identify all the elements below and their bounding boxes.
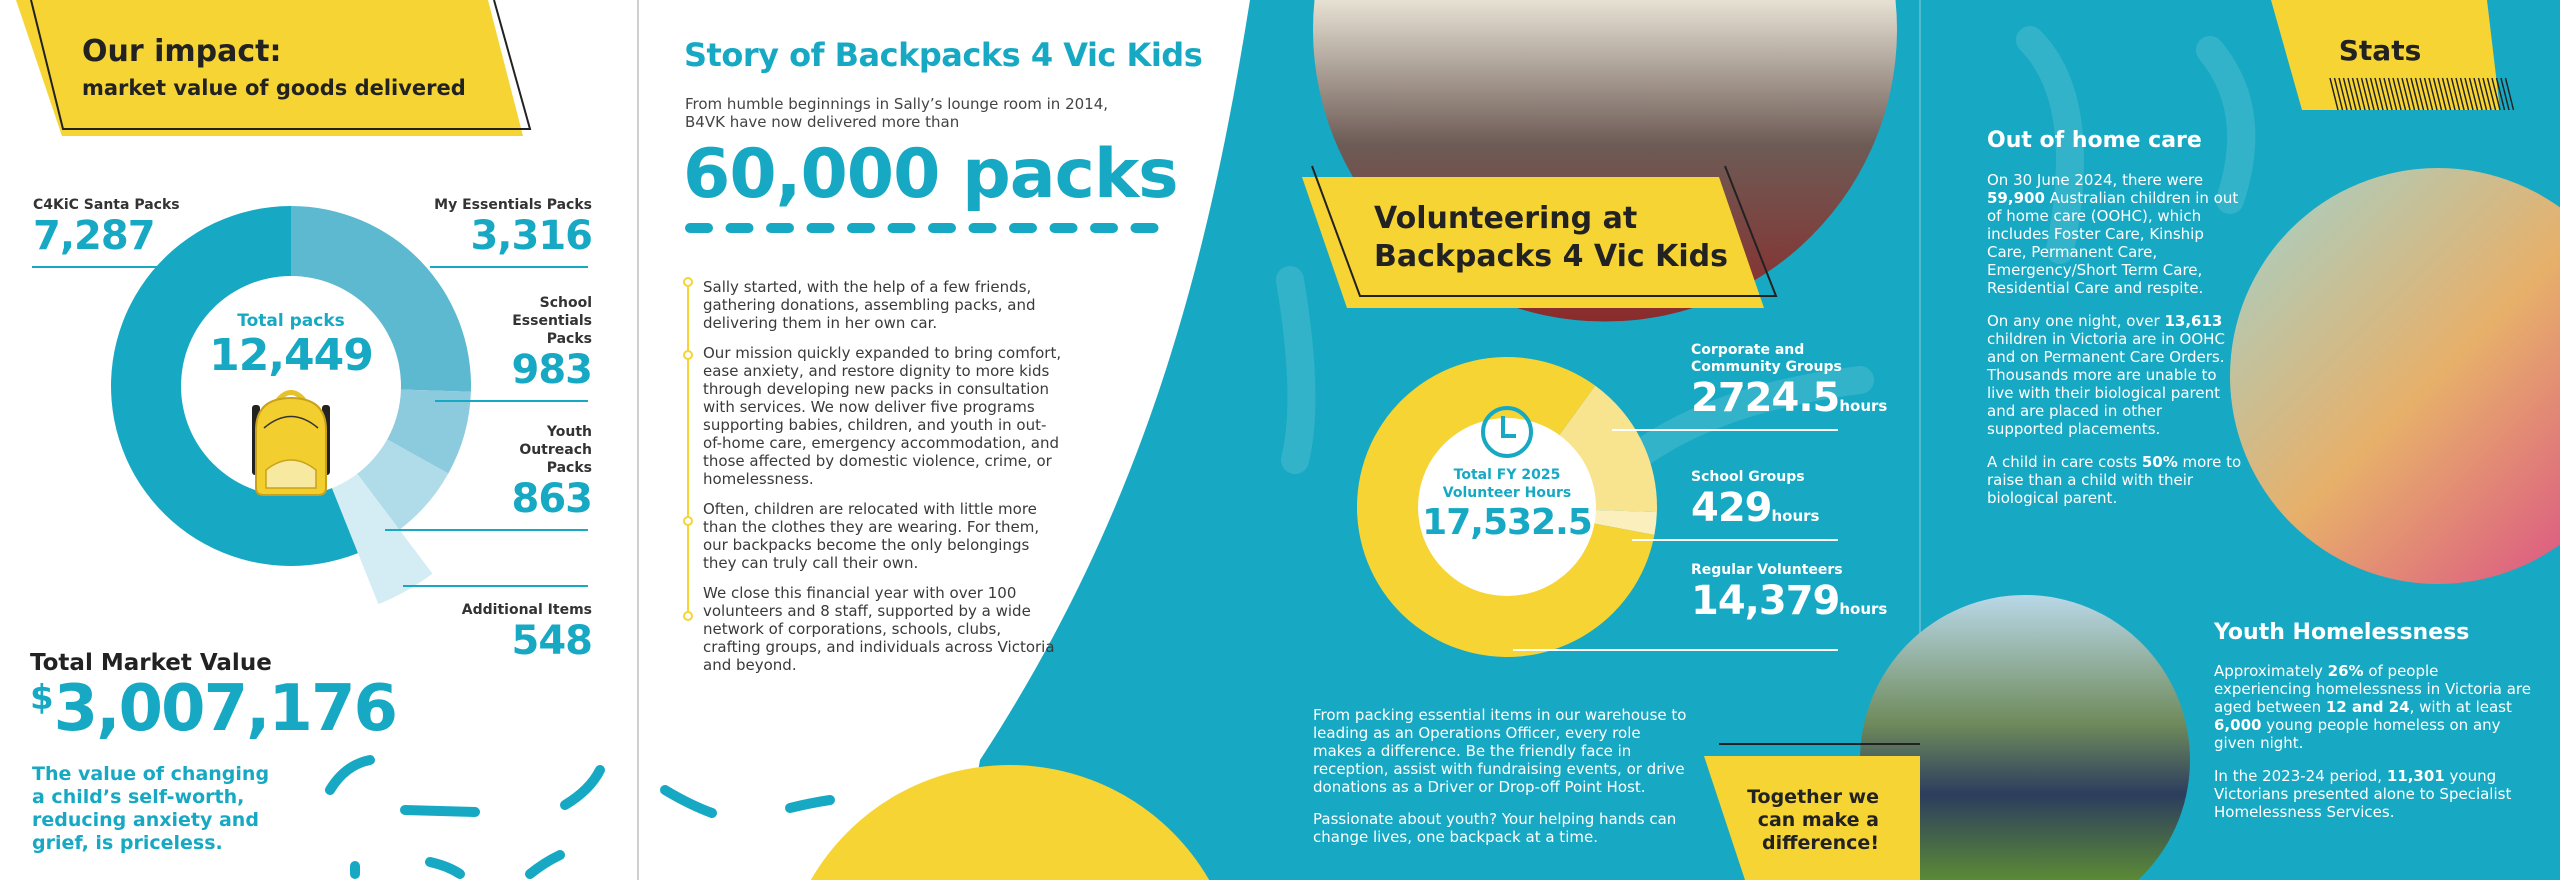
category-value: 548 (511, 618, 592, 664)
text-segment: young people homeless on any given night. (2214, 716, 2501, 752)
category-school-essentials (512, 294, 593, 392)
ohc-heading: Out of home care (1987, 128, 2202, 153)
highlight-figure: 13,613 (2164, 312, 2223, 330)
timeline-item: Often, children are relocated with little more than the clothes they are wearing. For them, our backpacks become the only belongings they can truly call their own. (703, 500, 1040, 572)
highlight-figure: 12 and 24 (2325, 698, 2410, 716)
volunteering-title (1374, 200, 1728, 276)
market-value-amount: 3,007,176 (53, 672, 397, 746)
hours-unit: hours (1839, 397, 1888, 415)
text-segment: On any one night, over (1987, 312, 2165, 330)
category-label: C4KiC Santa Packs (33, 197, 180, 213)
text-segment: , with at least (2409, 698, 2512, 716)
currency-symbol: $ (30, 678, 54, 718)
youth-text (2214, 662, 2534, 821)
callout-line: difference! (1762, 832, 1879, 854)
hours-corporate (1691, 342, 1887, 428)
timeline-item: Sally started, with the help of a few friends, gathering donations, assembling packs, and delivering them in her own car. (703, 278, 1036, 332)
category-label: Packs (546, 331, 592, 347)
ohc-paragraph (1987, 453, 2242, 507)
youth-paragraph (2214, 767, 2534, 821)
group-hours: 429 (1691, 485, 1772, 531)
title-line: Backpacks 4 Vic Kids (1374, 239, 1728, 274)
label-line: Total FY 2025 (1453, 467, 1561, 483)
group-label: Corporate and (1691, 342, 1805, 358)
category-label: Additional Items (461, 602, 592, 618)
title-line: Volunteering at (1374, 201, 1638, 236)
packs-headline: 60,000 packs (683, 135, 1178, 214)
tagline-line: The value of changing (32, 763, 270, 785)
tagline-line: reducing anxiety and (32, 809, 259, 831)
together-callout (1747, 786, 1879, 855)
youth-paragraph (2214, 662, 2534, 752)
total-hours-label (1407, 466, 1607, 502)
category-santa (33, 196, 180, 258)
highlight-figure: 11,301 (2386, 767, 2445, 785)
timeline-item: We close this financial year with over 100 volunteers and 8 staff, supported by a wide network of corporations, schools, clubs, crafting groups, and individuals across Victoria and beyond. (703, 584, 1055, 674)
label-line: Volunteer Hours (1442, 485, 1572, 501)
volunteering-body (1313, 706, 1693, 846)
group-label: School Groups (1691, 469, 1805, 485)
intro-line: From humble beginnings in Sally’s lounge room in 2014, (685, 95, 1109, 113)
decorative-dashes (330, 760, 830, 874)
text-segment: more to raise than a child with their biological parent. (1987, 453, 2242, 507)
story-intro (685, 95, 1108, 131)
intro-line: B4VK have now delivered more than (685, 113, 960, 131)
text-segment: On 30 June 2024, there were (1987, 171, 2204, 189)
stats-title: Stats (2338, 34, 2422, 67)
category-value: 983 (511, 347, 592, 393)
ohc-text (1987, 171, 2242, 507)
market-value-label: Total Market Value (30, 650, 272, 676)
category-label: Youth (546, 424, 592, 440)
hours-regular (1691, 562, 1887, 631)
impact-title: Our impact: (82, 34, 282, 69)
category-my-essentials (434, 196, 592, 258)
category-value: 863 (511, 476, 592, 522)
text-segment: young Victorians presented alone to Specialist Homelessness Services. (2214, 767, 2512, 821)
total-packs-label: Total packs (237, 311, 345, 331)
highlight-figure: 59,900 (1987, 189, 2045, 207)
hours-unit: hours (1771, 507, 1820, 525)
text-segment: In the 2023-24 period, (2214, 767, 2387, 785)
story-timeline (703, 278, 1063, 674)
timeline-item: Our mission quickly expanded to bring comfort, ease anxiety, and restore dignity to more kids through developing new packs in consultation with services. We now deliver five programs supporting babies, children, and youth in out-of-home care, emergency accommodation, and those affected by domestic violence, crime, or homelessness. (703, 344, 1062, 488)
story-title: Story of Backpacks 4 Vic Kids (684, 36, 1203, 74)
category-label: My Essentials Packs (434, 197, 592, 213)
impact-subtitle: market value of goods delivered (82, 76, 466, 100)
highlight-figure: 26% (2327, 662, 2364, 680)
group-hours: 14,379 (1691, 578, 1840, 624)
tagline-line: grief, is priceless. (32, 832, 223, 854)
youth-heading: Youth Homelessness (2214, 620, 2470, 645)
group-label: Community Groups (1691, 359, 1842, 375)
total-packs-value: 12,449 (209, 330, 373, 381)
category-label: School (539, 295, 592, 311)
text-segment: Approximately (2214, 662, 2328, 680)
tagline-line: a child’s self-worth, (32, 786, 245, 808)
highlight-figure: 6,000 (2214, 716, 2262, 734)
category-label: Outreach (519, 442, 592, 458)
group-label: Regular Volunteers (1691, 562, 1843, 578)
callout-line: can make a (1757, 809, 1879, 831)
group-hours: 2724.5 (1691, 375, 1840, 421)
total-hours-value: 17,532.5 (1422, 502, 1592, 543)
hours-unit: hours (1839, 600, 1888, 618)
text-segment: A child in care costs (1987, 453, 2142, 471)
callout-line: Together we (1747, 786, 1879, 808)
text-segment: Australian children in out of home care (OOHC), which includes Foster Care, Kinship Care, Permanent Care, Emergency/Short Term Care, Residential Care and respite. (1987, 189, 2239, 297)
market-value (30, 672, 396, 746)
category-label: Essentials (512, 313, 592, 329)
highlight-figure: 50% (2141, 453, 2178, 471)
category-value: 3,316 (470, 213, 592, 259)
impact-tagline (32, 763, 269, 855)
category-additional-items (462, 601, 592, 663)
backpack-icon (252, 393, 330, 496)
body-paragraph: From packing essential items in our warehouse to leading as an Operations Officer, every role makes a difference. Be the friendly face in reception, assist with fundraising events, or drive donations as a Driver or Drop-off Point Host. (1313, 706, 1687, 796)
category-value: 7,287 (33, 213, 155, 259)
ohc-paragraph (1987, 171, 2242, 297)
hours-school (1691, 469, 1820, 538)
ohc-paragraph (1987, 312, 2242, 438)
category-label: Packs (546, 460, 592, 476)
text-segment: children in Victoria are in OOHC and on Permanent Care Orders. Thousands more are unable to live with their biological parent and are placed in other supported placements. (1987, 330, 2225, 438)
category-youth-outreach (512, 423, 593, 521)
body-paragraph: Passionate about youth? Your helping hands can change lives, one backpack at a time. (1313, 810, 1677, 846)
text-segment: of people experiencing homelessness in Victoria are aged between (2214, 662, 2531, 716)
